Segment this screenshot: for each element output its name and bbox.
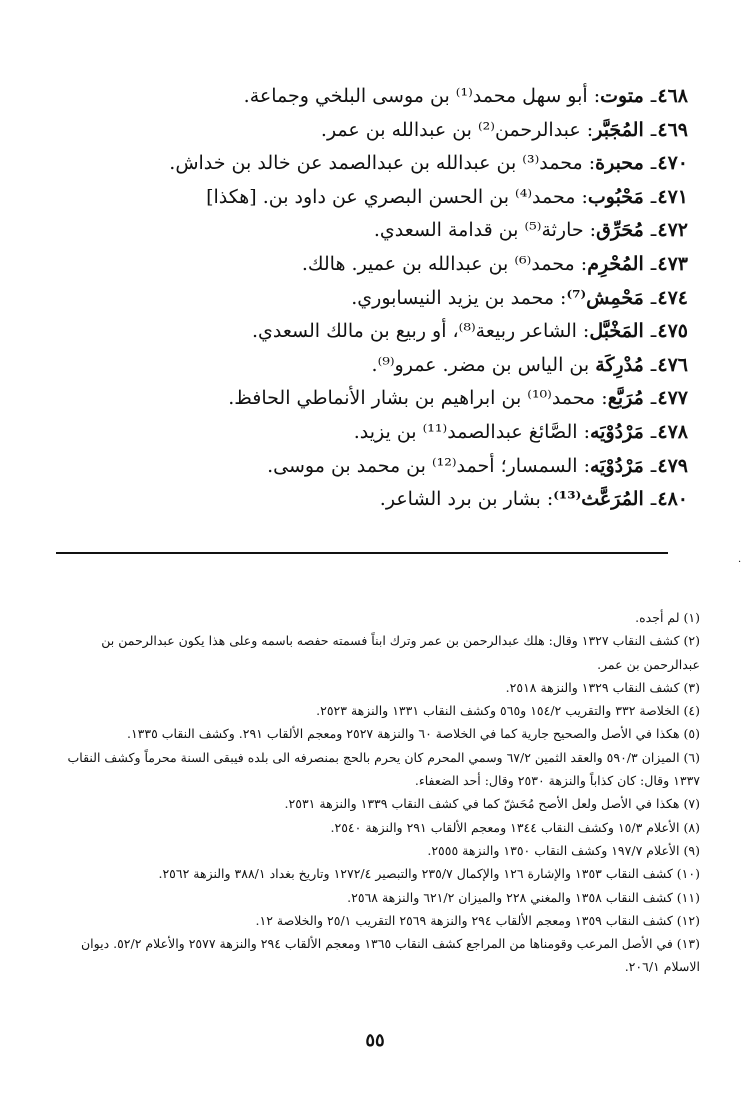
entry-number: ٤٧٢ [657,219,688,242]
entry-479: ٤٧٩ـ مَرْدُوْيَه: السمسار؛ أحمد⁽¹²⁾ بن محمد بن موسى. [267,454,688,477]
entry-name: مُدْرِكَة [595,353,644,376]
entry-name: المُرَعَّث⁽¹³⁾ [553,488,644,511]
entry-number: ٤٧٠ [657,152,688,175]
footnotes [50,606,700,979]
entry-number: ٤٦٩ [657,118,688,141]
entry-name: المُحْرِم [587,252,644,275]
entry-474: ٤٧٤ـ مَحْمِش⁽⁷⁾: محمد بن يزيد النيسابوري. [351,286,688,309]
footnote-8: (٨) الأعلام ١٥/٣ وكشف النقاب ١٣٤٤ ومعجم الألقاب ٢٩١ والنزهة ٢٥٤٠. [330,819,700,835]
footnote-4: (٤) الخلاصة ٣٣٢ والتقريب ١٥٤/٢ و٥٦٥ وكشف النقاب ١٣٣١ والنزهة ٢٥٢٣. [316,703,700,719]
entry-number: ٤٧٩ [657,454,688,477]
page-number: ٥٥ [365,1030,385,1051]
entry-468: ٤٦٨ـ متوت: أبو سهل محمد⁽¹⁾ بن موسى البلخي وجماعة. [243,85,688,107]
entry-text: محمد⁽³⁾ بن عبدالله بن عبدالصمد عن خالد بن خداش. [169,152,583,175]
footnote-11: (١١) كشف النقاب ١٣٥٨ والمغني ٢٢٨ والميزان ٦٢١/٢ والنزهة ٢٥٦٨. [347,889,700,905]
entry-text: السمسار؛ أحمد⁽¹²⁾ بن محمد بن موسى. [267,454,578,477]
entry-472: ٤٧٢ـ مُحَرِّق: حارثة⁽⁵⁾ بن قدامة السعدي. [373,219,688,242]
footnote-2: (٢) كشف النقاب ١٣٢٧ وقال: هلك عبدالرحمن بن عمر وترك ابناً فسمته حفصه باسمه وعلى هذا يكون عبدالرحمن بن عبدالرحمن بن عمر. [101,633,700,672]
entry-text: حارثة⁽⁵⁾ بن قدامة السعدي. [373,219,584,242]
footnote-divider [56,552,668,554]
entry-text: بشار بن برد الشاعر. [379,488,541,511]
footnote-1: (١) لم أجده. [635,610,700,625]
entry-name: المَخْبَّل [589,320,644,343]
entry-text: أبو سهل محمد⁽¹⁾ بن موسى البلخي وجماعة. [243,85,588,107]
entry-name: المُجَبَّر [593,118,644,141]
entry-name: مُرَبَّع [607,387,644,410]
entry-text: محمد⁽⁶⁾ بن عبدالله بن عمير. هالك. [301,252,575,275]
footnote-6: (٦) الميزان ٥٩٠/٣ والعقد الثمين ٦٧/٢ وسمي المحرم كان يحرم بالحج بمنصرفه الى بلده فيبقى السنة محرماً وكشف النقاب ١٣٣٧ وقال: كان كذاباً والنزهة ٢٥٣٠ وقال: أحد الضعفاء. [67,749,700,789]
entry-text: عبدالرحمن⁽²⁾ بن عبدالله بن عمر. [320,118,581,141]
entry-number: ٤٧٦ [657,353,688,376]
footnote-7: (٧) هكذا في الأصل ولعل الأصح مُحَشّ كما في كشف النقاب ١٣٣٩ والنزهة ٢٥٣١. [284,796,700,812]
entry-text: محمد بن يزيد النيسابوري. [351,286,554,309]
entry-478: ٤٧٨ـ مَرْدُوْيَه: الصَّائغ عبدالصمد⁽¹¹⁾ بن يزيد. [353,420,688,443]
entry-number: ٤٧٣ [657,252,688,275]
entry-477: ٤٧٧ـ مُرَبَّع: محمد⁽¹⁰⁾ بن ابراهيم بن بشار الأنماطي الحافظ. [228,387,688,410]
entry-476: ٤٧٦ـ مُدْرِكَة بن الياس بن مضر. عمرو⁽⁹⁾. [371,353,688,376]
entry-list [48,80,688,517]
entry-475: ٤٧٥ـ المَخْبَّل: الشاعر ربيعة⁽⁸⁾، أو ربيع بن مالك السعدي. [251,320,688,343]
entry-name: مَرْدُوْيَه [589,454,644,477]
entry-name: مَرْدُوْيَه [589,420,644,443]
entry-name: مُحَرِّق [596,219,644,242]
entry-number: ٤٧٨ [657,420,688,443]
entry-473: ٤٧٣ـ المُحْرِم: محمد⁽⁶⁾ بن عبدالله بن عمير. هالك. [301,252,688,275]
entry-name: متوت [600,85,644,107]
footnote-9: (٩) الأعلام ١٩٧/٧ وكشف النقاب ١٣٥٠ والنزهة ٢٥٥٥. [427,842,700,858]
footnote-12: (١٢) كشف النقاب ١٣٥٩ ومعجم الألقاب ٢٩٤ والنزهة ٢٥٦٩ التقريب ٢٥/١ والخلاصة ١٢. [255,912,700,928]
entry-text: الصَّائغ عبدالصمد⁽¹¹⁾ بن يزيد. [353,420,578,443]
entry-text: محمد⁽¹⁰⁾ بن ابراهيم بن بشار الأنماطي الحافظ. [228,387,596,410]
entry-number: ٤٧٤ [657,286,688,309]
entry-480: ٤٨٠ـ المُرَعَّث⁽¹³⁾: بشار بن برد الشاعر. [379,488,688,511]
entry-number: ٤٧٥ [657,320,688,343]
entry-number: ٤٧٧ [657,387,688,410]
footnote-10: (١٠) كشف النقاب ١٣٥٣ والإشارة ١٢٦ والإكمال ٢٣٥/٧ والتبصير ١٢٧٢/٤ وتاريخ بغداد ٣٨٨/١ والنزهة ٢٥٦٢. [158,866,700,882]
entry-name: محبرة [595,152,644,175]
entry-name: مَحْمِش⁽⁷⁾ [566,286,644,309]
entry-number: ٤٧١ [657,185,688,208]
entry-470: ٤٧٠ـ محبرة: محمد⁽³⁾ بن عبدالله بن عبدالصمد عن خالد بن خداش. [169,152,688,175]
entry-text: محمد⁽⁴⁾ بن الحسن البصري عن داود بن. [هكذا] [206,185,576,208]
entry-469: ٤٦٩ـ المُجَبَّر: عبدالرحمن⁽²⁾ بن عبدالله بن عمر. [320,118,688,141]
entry-471: ٤٧١ـ مَحْبُوب: محمد⁽⁴⁾ بن الحسن البصري عن داود بن. [هكذا] [206,185,688,208]
entry-number: ٤٦٨ [657,85,688,107]
entry-text: الشاعر ربيعة⁽⁸⁾، أو ربيع بن مالك السعدي. [251,320,577,343]
margin-mark: · [738,557,742,568]
footnote-3: (٣) كشف النقاب ١٣٢٩ والنزهة ٢٥١٨. [505,679,700,695]
entry-text: بن الياس بن مضر. عمرو⁽⁹⁾. [371,353,590,376]
entry-number: ٤٨٠ [657,488,688,511]
footnote-13: (١٣) في الأصل المرعب وقومناها من المراجع كشف النقاب ١٣٦٥ ومعجم الألقاب ٢٩٤ والنزهة ٢٥٧٧ والأعلام ٥٢/٢. ديوان الاسلام ٢٠٦/١. [80,936,700,975]
footnote-5: (٥) هكذا في الأصل والصحيح جارية كما في الخلاصة ٦٠ والنزهة ٢٥٢٧ ومعجم الألقاب ٢٩١. وكشف النقاب ١٣٣٥. [126,726,700,742]
entry-name: مَحْبُوب [587,185,644,208]
